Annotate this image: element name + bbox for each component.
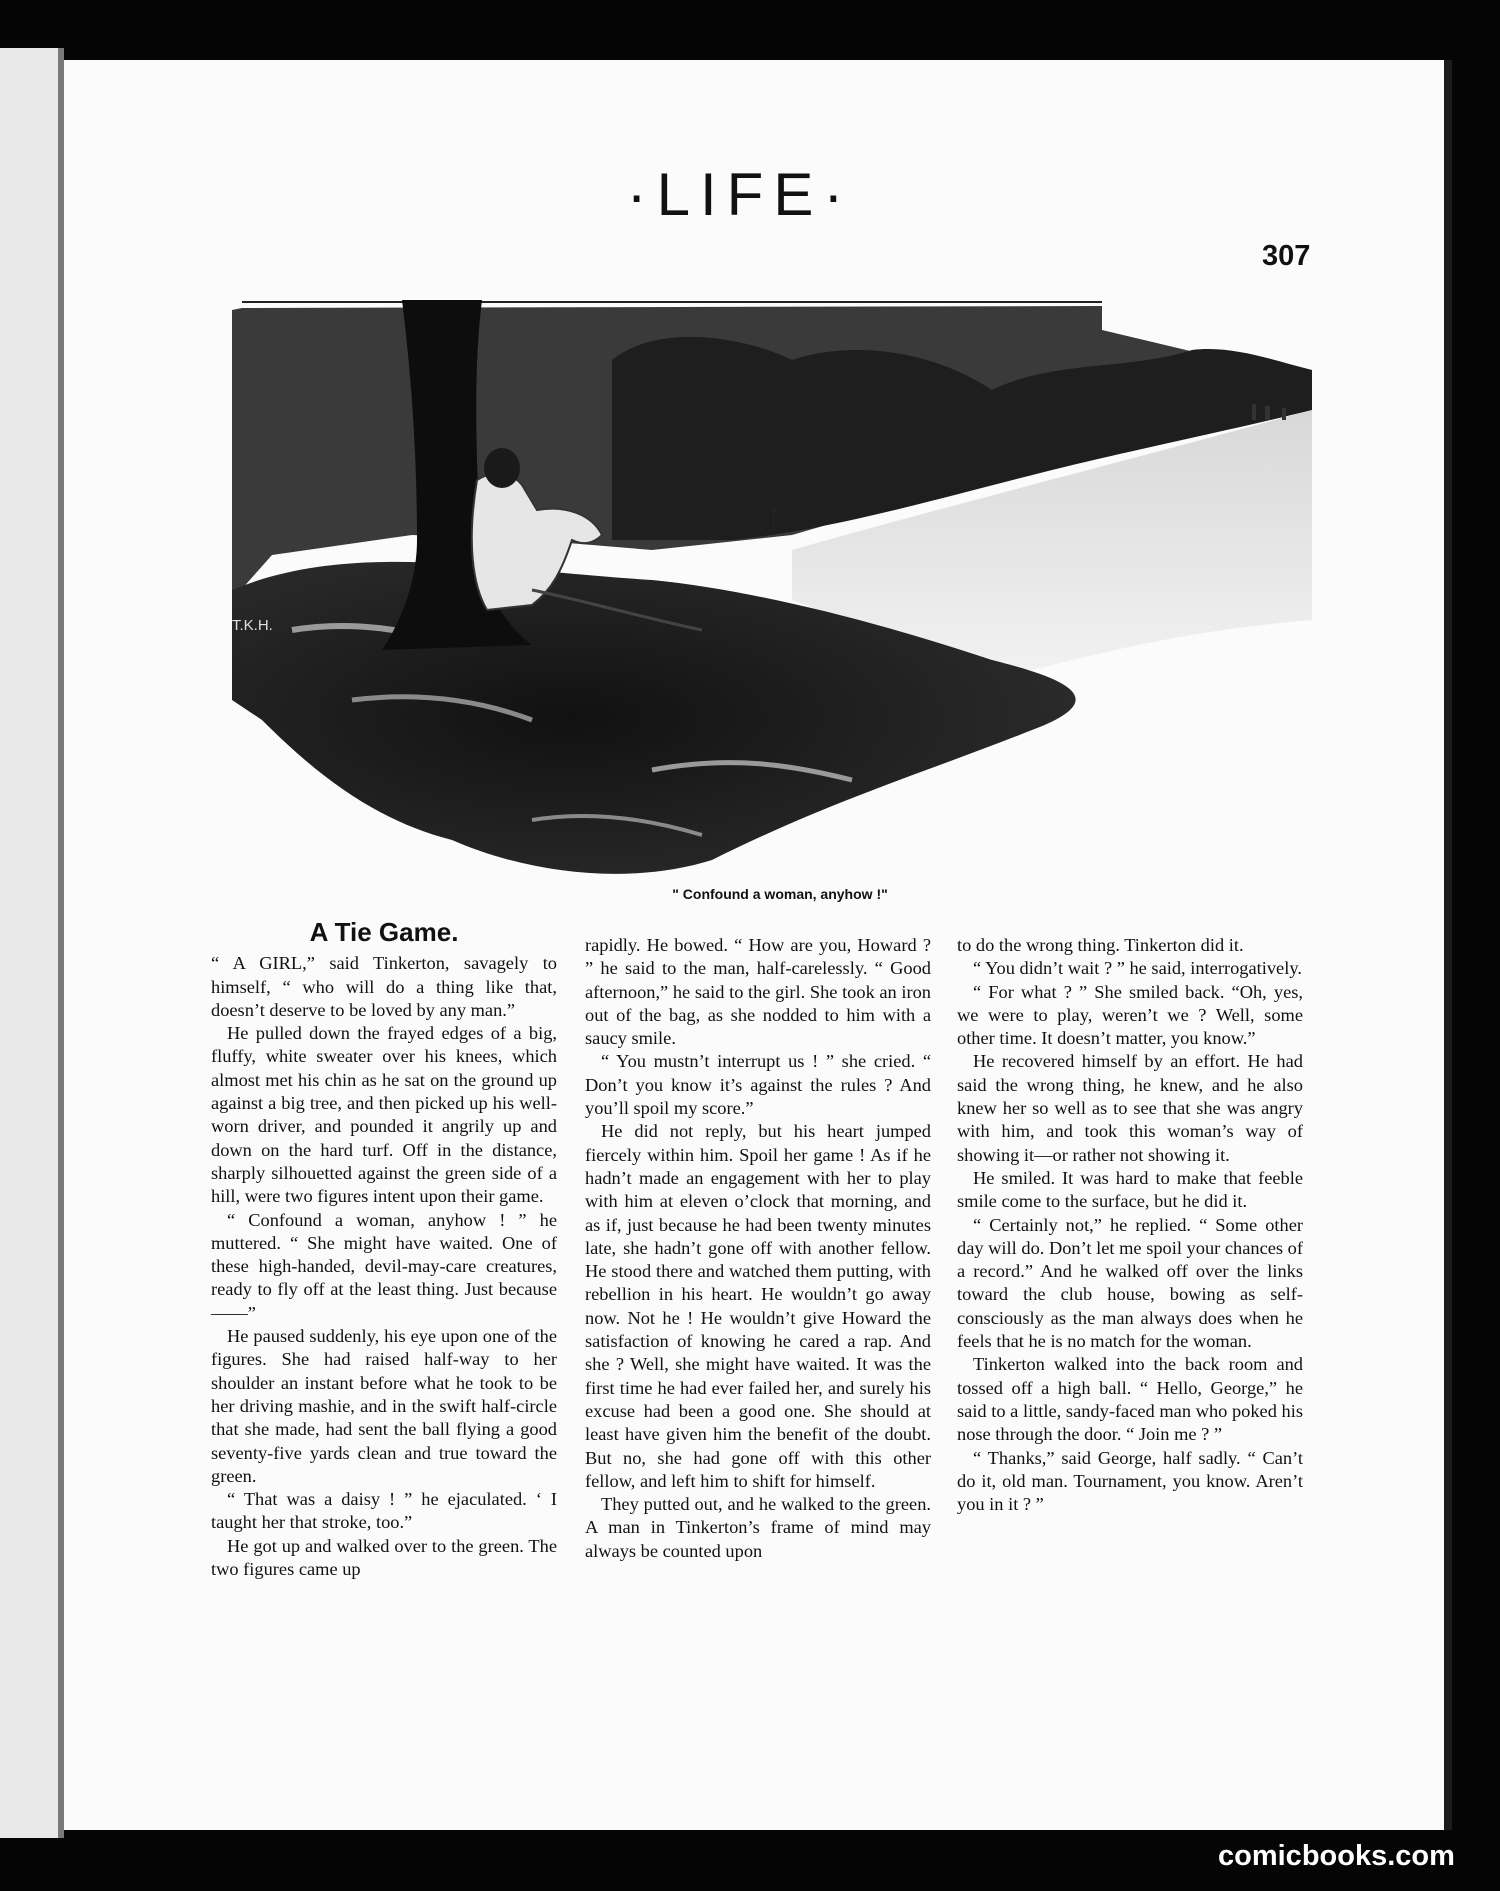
story-paragraph: “ A GIRL,” said Tinkerton, savagely to himself, “ who will do a thing like that, doesn’t deserve to be loved by any man.” bbox=[211, 953, 557, 1020]
page-edge bbox=[1444, 60, 1452, 1830]
page-number: 307 bbox=[1262, 240, 1311, 272]
story-paragraph: He smiled. It was hard to make that feeble smile come to the surface, but he did it. bbox=[957, 1167, 1303, 1212]
illustration-signature: T.K.H. bbox=[232, 617, 273, 634]
adjacent-page bbox=[0, 48, 58, 1838]
illustration-caption: " Confound a woman, anyhow !" bbox=[672, 886, 888, 902]
story-paragraph: They putted out, and he walked to the green. A man in Tinkerton’s frame of mind may always be counted upon bbox=[585, 1494, 931, 1561]
story-paragraph: He got up and walked over to the green. The two figures came up bbox=[211, 1535, 557, 1580]
story-paragraph: “ You didn’t wait ? ” he said, interrogatively. bbox=[973, 958, 1302, 979]
story-paragraph: He recovered himself by an effort. He had said the wrong thing, he knew, and he also knew her so well as to see that she was angry with him, and took this woman’s way of showing it—or rather not showing it. bbox=[957, 1051, 1303, 1165]
story-paragraph: He pulled down the frayed edges of a big, fluffy, white sweater over his knees, which almost met his chin as he sat on the ground up against a big tree, and then picked up his well-worn driver, and pounded it angrily up and down on the hard turf. Off in the distance, sharply silhouetted against the green side of a hill, were two figures intent upon their game. bbox=[211, 1023, 557, 1207]
story-title: A Tie Game. bbox=[309, 917, 459, 947]
story-paragraph: “ Certainly not,” he replied. “ Some other day will do. Don’t let me spoil your chances of a record.” And he walked off over the links toward the club house, bowing as self-consciously as the man always does when he feels that he is no match for the woman. bbox=[957, 1214, 1303, 1352]
story-paragraph: to do the wrong thing. Tinkerton did it. bbox=[957, 935, 1244, 955]
story-paragraph: “ For what ? ” She smiled back. “Oh, yes, we were to play, weren’t we ? Well, some other time. It doesn’t matter, you know.” bbox=[957, 981, 1303, 1049]
story-paragraph: rapidly. He bowed. “ How are you, Howard ? ” he said to the man, half-carelessly. “ Good afternoon,” he said to the girl. She took an iron out of the bag, as she nodded to him with a saucy smile. bbox=[585, 935, 931, 1049]
site-watermark: comicbooks.com bbox=[1218, 1840, 1455, 1872]
story-paragraph: “ Confound a woman, anyhow ! ” he muttered. “ She might have waited. One of these high-handed, devil-may-care creatures, ready to fly off at the least thing. Just because——” bbox=[211, 1209, 557, 1323]
story-paragraph: He did not reply, but his heart jumped fiercely within him. Spoil her game ! As if he hadn’t made an engagement with her to play with him at eleven o’clock that morning, and as if, just because he had been twenty minutes late, she hadn’t gone off with another fellow. He stood there and watched them putting, with rebellion in his heart. He wouldn’t go away now. Not he ! He wouldn’t give Howard the satisfaction of knowing he cared a rap. And she ? Well, she might have waited. It was the first time he had ever failed her, and surely his excuse had been a good one. She should at least have given him the benefit of the doubt. But no, she had gone off with this other fellow, and left him to shift for himself. bbox=[585, 1121, 931, 1491]
golf-illustration bbox=[232, 300, 1312, 885]
story-column-2 bbox=[585, 934, 931, 1563]
story-paragraph: “ That was a daisy ! ” he ejaculated. ‘ I taught her that stroke, too.” bbox=[211, 1489, 557, 1533]
story-paragraph: “ You mustn’t interrupt us ! ” she cried. “ Don’t you know it’s against the rules ? And you’ll spoil my score.” bbox=[585, 1051, 931, 1119]
story-paragraph: He paused suddenly, his eye upon one of the figures. She had raised half-way to her shoulder an instant before what he took to be her driving mashie, and in the swift half-circle that she made, had sent the ball flying a good seventy-five yards clean and true toward the green. bbox=[211, 1326, 557, 1486]
masthead-title: ·LIFE· bbox=[626, 161, 854, 228]
story-column-3 bbox=[957, 934, 1303, 1516]
story-paragraph: Tinkerton walked into the back room and tossed off a high ball. “ Hello, George,” he said to a little, sandy-faced man who poked his nose through the door. “ Join me ? ” bbox=[957, 1354, 1303, 1445]
story-paragraph: “ Thanks,” said George, half sadly. “ Can’t do it, old man. Tournament, you know. Aren’t you in it ? ” bbox=[957, 1447, 1303, 1515]
story-column-1 bbox=[211, 917, 557, 1581]
